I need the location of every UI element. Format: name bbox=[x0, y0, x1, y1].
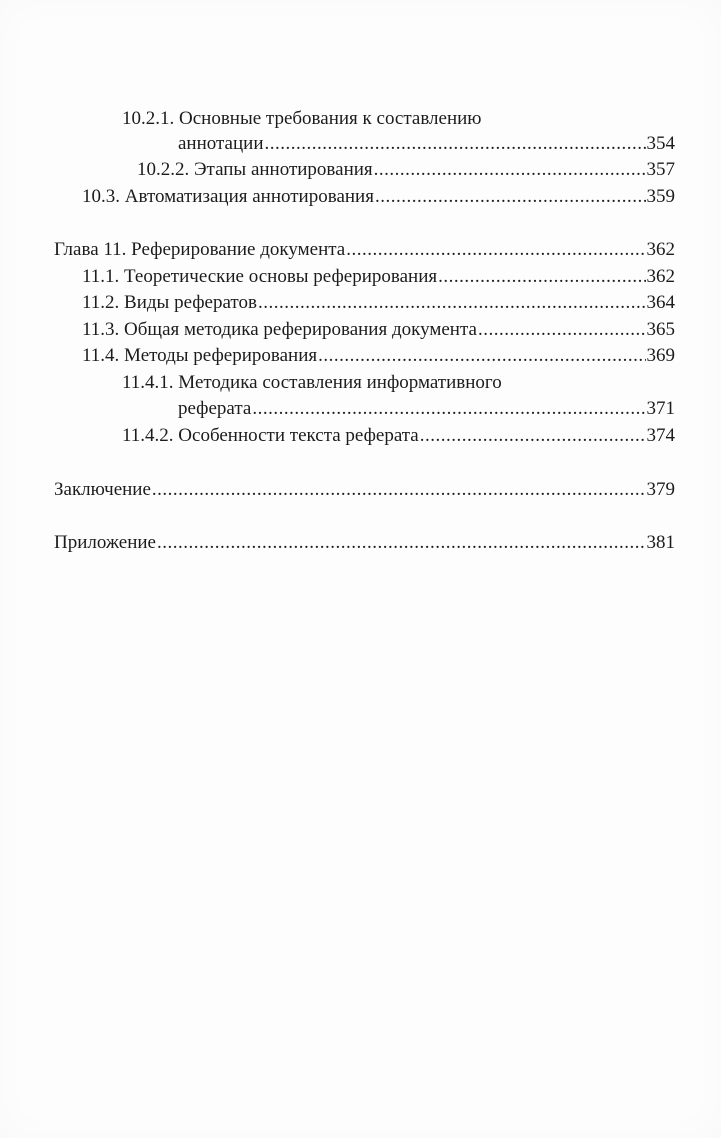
toc-page-number: 354 bbox=[646, 133, 675, 154]
toc-entry-10-3 bbox=[82, 184, 675, 210]
toc-entry-conclusion bbox=[54, 477, 675, 503]
toc-entry-11-4 bbox=[82, 343, 675, 369]
toc-entry-label: Глава 11. Реферирование документа bbox=[54, 239, 346, 260]
leader-dots bbox=[375, 184, 646, 210]
leader-dots bbox=[318, 343, 645, 369]
toc-page-number: 381 bbox=[646, 532, 675, 553]
toc-page-number: 359 bbox=[646, 186, 675, 207]
toc-page-number: 364 bbox=[646, 292, 675, 313]
toc-entry-label: 11.4.2. Особенности текста реферата bbox=[122, 425, 419, 446]
leader-dots bbox=[374, 157, 646, 183]
toc-page-number: 357 bbox=[646, 159, 675, 180]
toc-page-number: 365 bbox=[646, 319, 675, 340]
toc-entry-11-4-2 bbox=[122, 423, 675, 449]
leader-dots bbox=[478, 317, 646, 343]
toc-page-number: 374 bbox=[646, 425, 675, 446]
toc-page-number: 371 bbox=[646, 398, 675, 419]
toc-entry-10-2-1 bbox=[178, 131, 675, 157]
toc-entry-label: Приложение bbox=[54, 532, 156, 553]
leader-dots bbox=[346, 237, 645, 263]
toc-entry-label: 11.1. Теоретические основы реферирования bbox=[82, 266, 438, 287]
toc-page-number: 379 bbox=[646, 479, 675, 500]
toc-entry-label: 10.2.2. Этапы аннотирования bbox=[137, 159, 373, 180]
toc-entry-11-4-1-title: 11.4.1. Методика составления информативного bbox=[122, 372, 502, 393]
toc-entry-label: 10.3. Автоматизация аннотирования bbox=[82, 186, 374, 207]
toc-entry-10-2-2 bbox=[137, 157, 675, 183]
toc-entry-label: реферата bbox=[178, 398, 252, 419]
toc-entry-11-4-1 bbox=[178, 396, 675, 422]
leader-dots bbox=[420, 423, 646, 449]
leader-dots bbox=[252, 396, 645, 422]
toc-entry-chapter-11 bbox=[54, 237, 675, 263]
toc-entry-label: 11.2. Виды рефератов bbox=[82, 292, 257, 313]
leader-dots bbox=[152, 477, 646, 503]
leader-dots bbox=[258, 290, 646, 316]
toc-entry-appendix bbox=[54, 530, 675, 556]
toc-entry-11-3 bbox=[82, 317, 675, 343]
toc-page-number: 369 bbox=[646, 345, 675, 366]
leader-dots bbox=[438, 264, 645, 290]
toc-entry-11-2 bbox=[82, 290, 675, 316]
toc-entry-label: 11.3. Общая методика реферирования документа bbox=[82, 319, 477, 340]
toc-entry-label: аннотации bbox=[178, 133, 264, 154]
leader-dots bbox=[265, 131, 646, 157]
toc-entry-11-1 bbox=[82, 264, 675, 290]
toc-entry-label: Заключение bbox=[54, 479, 151, 500]
toc-page-number: 362 bbox=[646, 239, 675, 260]
toc-entry-10-2-1-title: 10.2.1. Основные требования к составлению bbox=[122, 108, 482, 129]
toc-entry-label: 11.4. Методы реферирования bbox=[82, 345, 318, 366]
toc-page-number: 362 bbox=[646, 266, 675, 287]
leader-dots bbox=[157, 530, 646, 556]
